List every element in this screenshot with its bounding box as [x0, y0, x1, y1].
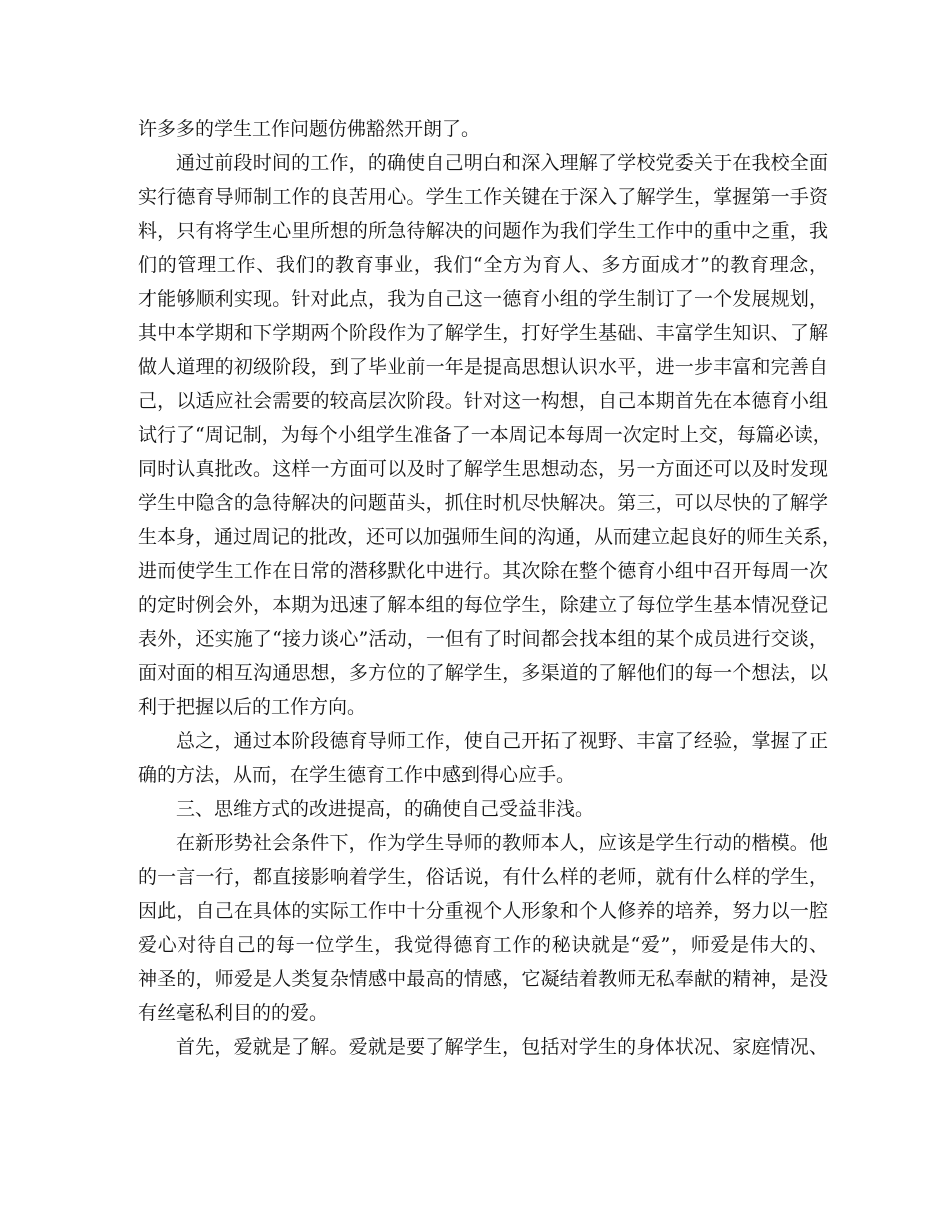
text-line: 表外，还实施了“接力谈心”活动，一但有了时间都会找本组的某个成员进行交谈， [138, 628, 828, 650]
text-line: 因此，自己在具体的实际工作中十分重视个人形象和个人修养的培养，努力以一腔 [138, 900, 828, 922]
text-line: 通过前段时间的工作，的确使自己明白和深入理解了学校党委关于在我校全面 [176, 152, 828, 174]
text-line: 料，只有将学生心里所想的所急待解决的问题作为我们学生工作中的重中之重，我 [138, 220, 828, 242]
text-line: 同时认真批改。这样一方面可以及时了解学生思想动态，另一方面还可以及时发现 [138, 458, 828, 480]
text-line: 在新形势社会条件下，作为学生导师的教师本人，应该是学生行动的楷模。他 [176, 832, 828, 854]
text-line: 爱心对待自己的每一位学生，我觉得德育工作的秘诀就是“爱”，师爱是伟大的、 [138, 934, 828, 956]
text-line: 利于把握以后的工作方向。 [138, 696, 367, 718]
text-line: 己，以适应社会需要的较高层次阶段。针对这一构想，自己本期首先在本德育小组 [138, 390, 828, 412]
text-line: 才能够顺利实现。针对此点，我为自己这一德育小组的学生制订了一个发展规划， [138, 288, 828, 310]
text-line: 进而使学生工作在日常的潜移默化中进行。其次除在整个德育小组中召开每周一次 [138, 560, 828, 582]
text-line: 的定时例会外，本期为迅速了解本组的每位学生，除建立了每位学生基本情况登记 [138, 594, 828, 616]
text-line: 学生中隐含的急待解决的问题苗头，抓住时机尽快解决。第三，可以尽快的了解学 [138, 492, 828, 514]
text-line: 神圣的，师爱是人类复杂情感中最高的情感，它凝结着教师无私奉献的精神，是没 [138, 968, 828, 990]
text-line: 做人道理的初级阶段，到了毕业前一年是提高思想认识水平，进一步丰富和完善自 [138, 356, 828, 378]
text-line: 实行德育导师制工作的良苦用心。学生工作关键在于深入了解学生，掌握第一手资 [138, 186, 828, 208]
text-line: 试行了“周记制，为每个小组学生准备了一本周记本每周一次定时上交，每篇必读， [138, 424, 832, 446]
text-line: 面对面的相互沟通思想，多方位的了解学生，多渠道的了解他们的每一个想法，以 [138, 662, 828, 684]
text-line: 生本身，通过周记的批改，还可以加强师生间的沟通，从而建立起良好的师生关系， [138, 526, 842, 548]
text-line: 们的管理工作、我们的教育事业，我们“全方为育人、多方面成才”的教育理念， [138, 254, 828, 276]
text-line: 首先，爱就是了解。爱就是要了解学生，包括对学生的身体状况、家庭情况、 [176, 1036, 828, 1058]
text-line: 许多多的学生工作问题仿佛豁然开朗了。 [138, 118, 481, 140]
text-line: 三、思维方式的改进提高，的确使自己受益非浅。 [176, 798, 595, 820]
text-line: 总之，通过本阶段德育导师工作，使自己开拓了视野、丰富了经验，掌握了正 [176, 730, 828, 752]
text-line: 有丝毫私利目的的爱。 [138, 1002, 329, 1024]
text-line: 确的方法，从而，在学生德育工作中感到得心应手。 [138, 764, 576, 786]
document-body [138, 112, 842, 1064]
text-line: 的一言一行，都直接影响着学生，俗话说，有什么样的老师，就有什么样的学生， [138, 866, 828, 888]
text-line: 其中本学期和下学期两个阶段作为了解学生，打好学生基础、丰富学生知识、了解 [138, 322, 828, 344]
